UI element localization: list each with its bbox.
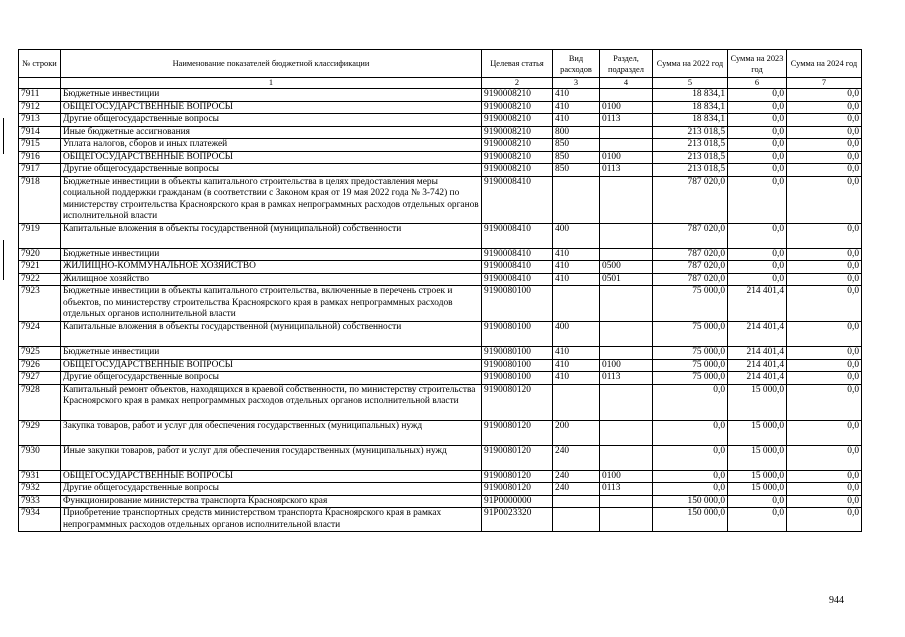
column-number: 3 [553,78,600,89]
expense-type: 240 [553,445,600,470]
indicator-name: Бюджетные инвестиции в объекты капитального строительства, включенные в перечень строек и объектов, по министерству строительства Красноярского края в рамках непрограммных расходов отдельных органов исполнительной власти [61,286,482,322]
indicator-name: Бюджетные инвестиции [61,89,482,102]
row-number: 7928 [19,384,61,420]
section-code [600,139,653,152]
row-number: 7927 [19,372,61,385]
row-number: 7916 [19,151,61,164]
sum-2023: 0,0 [728,495,787,508]
section-code [600,495,653,508]
row-number: 7929 [19,420,61,445]
target-article: 9190008210 [482,89,553,102]
sum-2022: 0,0 [653,384,728,420]
expense-type: 410 [553,273,600,286]
row-number: 7921 [19,261,61,274]
sum-2024: 0,0 [787,483,862,496]
sum-2023: 15 000,0 [728,445,787,470]
row-number: 7920 [19,248,61,261]
sum-2022: 213 018,5 [653,164,728,177]
sum-2024: 0,0 [787,164,862,177]
sum-2023: 15 000,0 [728,470,787,483]
column-number: 7 [787,78,862,89]
sum-2023: 214 401,4 [728,286,787,322]
sum-2022: 787 020,0 [653,261,728,274]
sum-2023: 0,0 [728,508,787,532]
section-code: 0100 [600,151,653,164]
section-code [600,176,653,223]
expense-type: 850 [553,164,600,177]
sum-2023: 0,0 [728,101,787,114]
sum-2022: 787 020,0 [653,176,728,223]
indicator-name: Функционирование министерства транспорта Красноярского края [61,495,482,508]
target-article: 9190080100 [482,347,553,360]
indicator-name: Бюджетные инвестиции [61,347,482,360]
indicator-name: Другие общегосударственные вопросы [61,114,482,127]
expense-type: 400 [553,223,600,248]
table-row [19,384,862,420]
target-article: 9190008210 [482,164,553,177]
target-article: 9190080120 [482,483,553,496]
target-article: 9190008410 [482,261,553,274]
expense-type [553,286,600,322]
sum-2022: 75 000,0 [653,286,728,322]
target-article: 9190080120 [482,384,553,420]
table-row [19,261,862,274]
section-code: 0100 [600,101,653,114]
column-number: 1 [61,78,482,89]
sum-2022: 0,0 [653,470,728,483]
expense-type: 850 [553,139,600,152]
section-code [600,445,653,470]
row-number: 7934 [19,508,61,532]
target-article: 9190008210 [482,101,553,114]
header-sum-2024: Сумма на 2024 год [787,50,862,78]
header-expense-type: Вид расходов [553,50,600,78]
sum-2023: 15 000,0 [728,483,787,496]
indicator-name: Другие общегосударственные вопросы [61,164,482,177]
indicator-name: ОБЩЕГОСУДАРСТВЕННЫЕ ВОПРОСЫ [61,470,482,483]
target-article: 9190008410 [482,273,553,286]
column-number: 5 [653,78,728,89]
sum-2022: 213 018,5 [653,126,728,139]
sum-2024: 0,0 [787,151,862,164]
sum-2024: 0,0 [787,495,862,508]
sum-2022: 787 020,0 [653,248,728,261]
expense-type: 240 [553,483,600,496]
expense-type: 240 [553,470,600,483]
sum-2023: 15 000,0 [728,384,787,420]
indicator-name: Закупка товаров, работ и услуг для обеспечения государственных (муниципальных) нужд [61,420,482,445]
sum-2023: 0,0 [728,273,787,286]
header-section: Раздел, подраздел [600,50,653,78]
expense-type: 200 [553,420,600,445]
sum-2023: 0,0 [728,223,787,248]
sum-2024: 0,0 [787,273,862,286]
table-row [19,151,862,164]
column-number [19,78,61,89]
row-number: 7931 [19,470,61,483]
sum-2022: 0,0 [653,420,728,445]
indicator-name: Другие общегосударственные вопросы [61,372,482,385]
sum-2024: 0,0 [787,286,862,322]
column-number: 4 [600,78,653,89]
row-number: 7925 [19,347,61,360]
indicator-name: Приобретение транспортных средств министерством транспорта Красноярского края в рамках непрограммных расходов отдельных органов исполнительной власти [61,508,482,532]
section-code [600,347,653,360]
sum-2024: 0,0 [787,101,862,114]
sum-2024: 0,0 [787,445,862,470]
page-number: 944 [829,595,844,606]
sum-2024: 0,0 [787,359,862,372]
row-number: 7919 [19,223,61,248]
indicator-name: ОБЩЕГОСУДАРСТВЕННЫЕ ВОПРОСЫ [61,359,482,372]
sum-2022: 75 000,0 [653,322,728,347]
sum-2024: 0,0 [787,89,862,102]
margin-mark [3,240,4,280]
indicator-name: Капитальный ремонт объектов, находящихся в краевой собственности, по министерству строительства Красноярского края в рамках непрограммных расходов отдельных органов исполнительной власти [61,384,482,420]
row-number: 7923 [19,286,61,322]
sum-2023: 0,0 [728,114,787,127]
section-code: 0100 [600,470,653,483]
table-row [19,114,862,127]
target-article: 91P0000000 [482,495,553,508]
indicator-name: Иные закупки товаров, работ и услуг для обеспечения государственных (муниципальных) нужд [61,445,482,470]
row-number: 7913 [19,114,61,127]
column-number-row [19,78,862,89]
section-code [600,420,653,445]
target-article: 9190080100 [482,322,553,347]
target-article: 9190080120 [482,445,553,470]
expense-type: 410 [553,359,600,372]
row-number: 7932 [19,483,61,496]
target-article: 9190080100 [482,359,553,372]
sum-2024: 0,0 [787,176,862,223]
sum-2024: 0,0 [787,322,862,347]
table-row [19,248,862,261]
row-number: 7917 [19,164,61,177]
target-article: 9190080120 [482,470,553,483]
expense-type [553,508,600,532]
table-row [19,347,862,360]
section-code: 0113 [600,164,653,177]
expense-type: 410 [553,372,600,385]
sum-2022: 75 000,0 [653,372,728,385]
table-row [19,359,862,372]
header-target-article: Целевая статья [482,50,553,78]
indicator-name: ОБЩЕГОСУДАРСТВЕННЫЕ ВОПРОСЫ [61,101,482,114]
sum-2024: 0,0 [787,372,862,385]
expense-type: 410 [553,101,600,114]
sum-2023: 0,0 [728,261,787,274]
table-row [19,470,862,483]
indicator-name: Иные бюджетные ассигнования [61,126,482,139]
expense-type: 850 [553,151,600,164]
target-article: 9190008410 [482,176,553,223]
table-row [19,372,862,385]
indicator-name: Другие общегосударственные вопросы [61,483,482,496]
sum-2023: 0,0 [728,89,787,102]
sum-2023: 214 401,4 [728,359,787,372]
sum-2023: 0,0 [728,164,787,177]
expense-type: 410 [553,261,600,274]
section-code [600,508,653,532]
sum-2024: 0,0 [787,420,862,445]
sum-2023: 214 401,4 [728,347,787,360]
indicator-name: Капитальные вложения в объекты государственной (муниципальной) собственности [61,322,482,347]
row-number: 7911 [19,89,61,102]
table-row [19,495,862,508]
expense-type: 410 [553,248,600,261]
target-article: 91P0023320 [482,508,553,532]
sum-2024: 0,0 [787,261,862,274]
sum-2024: 0,0 [787,470,862,483]
expense-type: 800 [553,126,600,139]
table-row [19,273,862,286]
table-row [19,508,862,532]
header-row-number: № строки [19,50,61,78]
row-number: 7914 [19,126,61,139]
section-code: 0113 [600,114,653,127]
sum-2024: 0,0 [787,384,862,420]
target-article: 9190080120 [482,420,553,445]
target-article: 9190080100 [482,286,553,322]
sum-2022: 213 018,5 [653,151,728,164]
section-code: 0113 [600,372,653,385]
sum-2022: 0,0 [653,483,728,496]
section-code: 0113 [600,483,653,496]
indicator-name: Бюджетные инвестиции в объекты капитального строительства в целях предоставления меры социальной поддержки гражданам (в соответствии с Законом края от 19 мая 2022 года № 3-742) по министерству строительства Красноярского края в рамках непрограммных расходов отдельных органов исполнительной власти [61,176,482,223]
sum-2022: 787 020,0 [653,223,728,248]
table-row [19,101,862,114]
sum-2022: 18 834,1 [653,114,728,127]
margin-mark [3,118,4,154]
table-row [19,322,862,347]
section-code [600,126,653,139]
row-number: 7915 [19,139,61,152]
expense-type: 410 [553,89,600,102]
expense-type: 400 [553,322,600,347]
sum-2022: 787 020,0 [653,273,728,286]
section-code [600,286,653,322]
sum-2022: 18 834,1 [653,89,728,102]
expense-type [553,384,600,420]
section-code [600,89,653,102]
column-number: 2 [482,78,553,89]
sum-2024: 0,0 [787,126,862,139]
sum-2022: 18 834,1 [653,101,728,114]
sum-2022: 75 000,0 [653,347,728,360]
sum-2023: 214 401,4 [728,372,787,385]
section-code [600,384,653,420]
header-sum-2023: Сумма на 2023 год [728,50,787,78]
expense-type [553,495,600,508]
sum-2024: 0,0 [787,248,862,261]
header-sum-2022: Сумма на 2022 год [653,50,728,78]
expense-type: 410 [553,347,600,360]
indicator-name: Уплата налогов, сборов и иных платежей [61,139,482,152]
sum-2024: 0,0 [787,508,862,532]
sum-2022: 150 000,0 [653,508,728,532]
table-row [19,420,862,445]
sum-2023: 0,0 [728,126,787,139]
sum-2024: 0,0 [787,347,862,360]
table-row [19,445,862,470]
row-number: 7922 [19,273,61,286]
table-row [19,286,862,322]
sum-2023: 0,0 [728,151,787,164]
table-row [19,483,862,496]
sum-2023: 0,0 [728,139,787,152]
indicator-name: Бюджетные инвестиции [61,248,482,261]
indicator-name: ЖИЛИЩНО-КОММУНАЛЬНОЕ ХОЗЯЙСТВО [61,261,482,274]
table-header-row [19,50,862,78]
target-article: 9190008210 [482,126,553,139]
target-article: 9190008410 [482,223,553,248]
budget-table [18,49,862,532]
section-code: 0500 [600,261,653,274]
row-number: 7918 [19,176,61,223]
table-row [19,126,862,139]
table-row [19,223,862,248]
sum-2022: 150 000,0 [653,495,728,508]
section-code [600,223,653,248]
row-number: 7930 [19,445,61,470]
sum-2024: 0,0 [787,114,862,127]
target-article: 9190008410 [482,248,553,261]
header-name: Наименование показателей бюджетной классификации [61,50,482,78]
row-number: 7912 [19,101,61,114]
target-article: 9190080100 [482,372,553,385]
expense-type: 410 [553,114,600,127]
table-row [19,164,862,177]
sum-2022: 0,0 [653,445,728,470]
target-article: 9190008210 [482,114,553,127]
table-row [19,89,862,102]
sum-2023: 15 000,0 [728,420,787,445]
indicator-name: ОБЩЕГОСУДАРСТВЕННЫЕ ВОПРОСЫ [61,151,482,164]
sum-2022: 75 000,0 [653,359,728,372]
column-number: 6 [728,78,787,89]
row-number: 7926 [19,359,61,372]
table-row [19,139,862,152]
sum-2024: 0,0 [787,139,862,152]
section-code: 0501 [600,273,653,286]
indicator-name: Жилищное хозяйство [61,273,482,286]
table-row [19,176,862,223]
sum-2024: 0,0 [787,223,862,248]
sum-2023: 0,0 [728,248,787,261]
sum-2023: 214 401,4 [728,322,787,347]
row-number: 7933 [19,495,61,508]
section-code [600,322,653,347]
section-code: 0100 [600,359,653,372]
expense-type [553,176,600,223]
row-number: 7924 [19,322,61,347]
indicator-name: Капитальные вложения в объекты государственной (муниципальной) собственности [61,223,482,248]
sum-2023: 0,0 [728,176,787,223]
section-code [600,248,653,261]
target-article: 9190008210 [482,139,553,152]
target-article: 9190008210 [482,151,553,164]
sum-2022: 213 018,5 [653,139,728,152]
